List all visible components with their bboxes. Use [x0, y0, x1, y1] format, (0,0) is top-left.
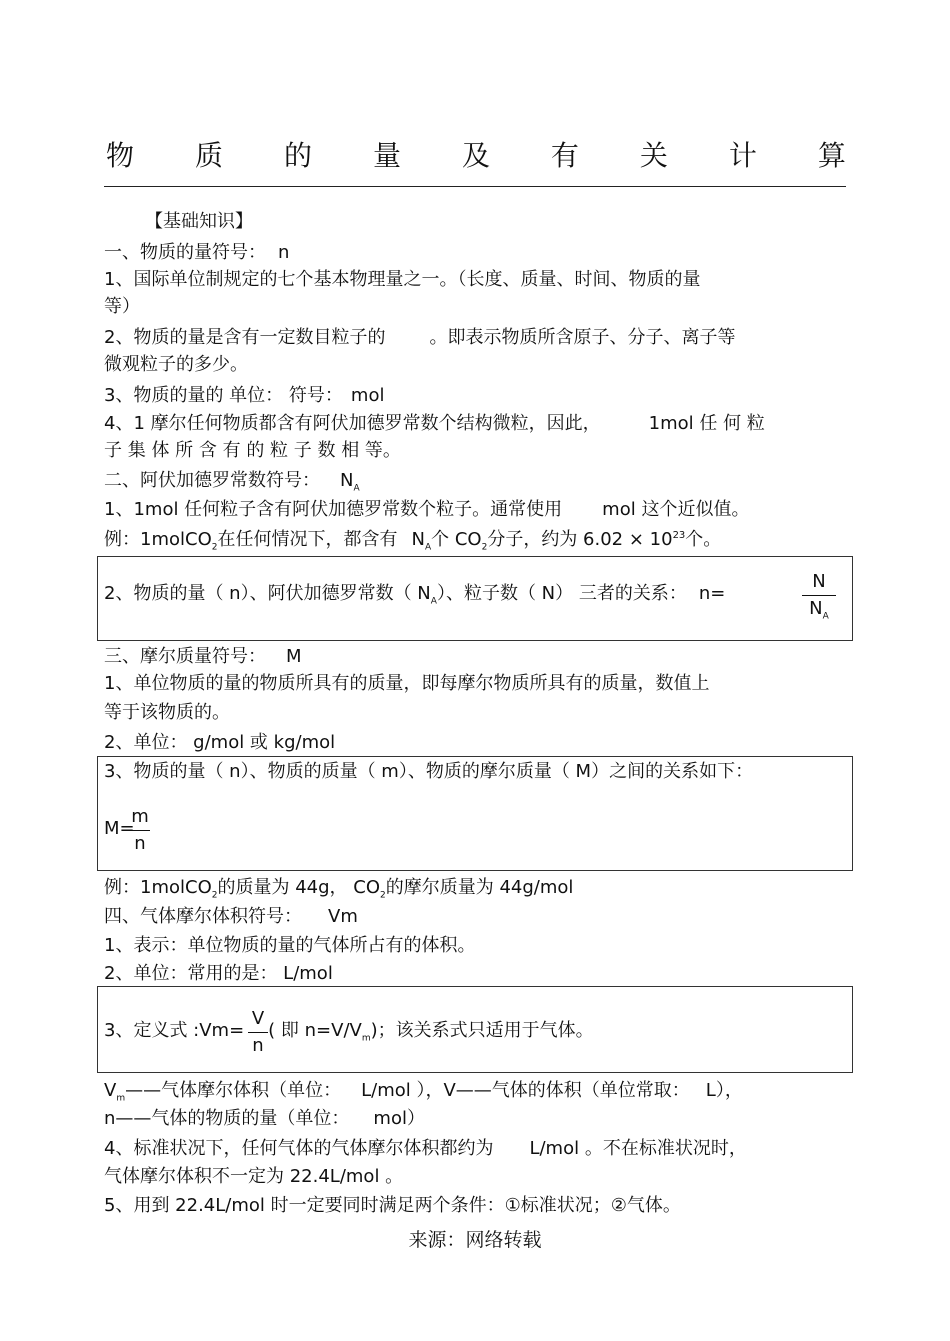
- s3-ex-sub2: 2: [380, 890, 386, 901]
- s1-p3-part1: 3、物质的量的 单位： 符号：: [104, 385, 343, 406]
- s4-def1-part4: L），: [705, 1080, 743, 1101]
- title-char: 计: [728, 139, 757, 172]
- s4-box-text: [104, 1019, 594, 1043]
- s2-box-part1: 2、物质的量（ n）、阿伏加德罗常数（ N: [104, 583, 431, 604]
- fraction-denominator-text: N: [809, 598, 823, 619]
- s2-ex-sub2: A: [424, 542, 432, 553]
- fraction-denominator: [802, 596, 836, 622]
- title-char: 物: [106, 139, 135, 172]
- s2-ex-exponent: 23: [672, 530, 686, 541]
- page-title: [106, 138, 846, 174]
- s1-p1a: 1、国际单位制规定的七个基本物理量之一。（长度、质量、时间、物质的量: [104, 269, 701, 290]
- s4-p5: 5、用到 22.4L/mol 时一定要同时满足两个条件：①标准状况；②气体。: [104, 1195, 681, 1216]
- s3-example: [104, 876, 573, 900]
- s4-def1-part1: V: [104, 1080, 117, 1101]
- s2-box-text: [104, 582, 725, 606]
- s4-def2-part1: n——气体的物质的量（单位：: [104, 1108, 350, 1129]
- section2-heading-text: 二、阿伏加德罗常数符号：: [104, 470, 320, 491]
- symbol-na: N: [340, 470, 354, 491]
- fraction-denominator-sub: A: [822, 611, 829, 622]
- title-char: 的: [283, 139, 312, 172]
- s2-ex-part4: 个 CO: [431, 529, 482, 550]
- title-char: 质: [194, 139, 223, 172]
- s1-p4a: [104, 412, 765, 436]
- s4-p4a: [104, 1137, 747, 1161]
- s4-def2-part2: mol）: [373, 1108, 425, 1129]
- fraction-numerator: V: [251, 1008, 265, 1029]
- s4-p4b: 气体摩尔体积不一定为 22.4L/mol 。: [104, 1166, 404, 1187]
- section4-heading-text: 四、气体摩尔体积符号：: [104, 906, 302, 927]
- s1-p1b: 等）: [104, 296, 140, 317]
- section2-heading: [104, 469, 360, 493]
- symbol-na-sub: A: [353, 483, 360, 494]
- fraction-n-over-na: [802, 569, 836, 622]
- s1-p2a: [104, 326, 735, 350]
- s4-box-sub: m: [361, 1033, 371, 1044]
- fraction-denominator: n: [252, 1035, 264, 1056]
- s2-ex-sub1: 2: [211, 542, 218, 553]
- s2-ex-part3: N: [411, 529, 425, 550]
- title-char: 有: [550, 139, 579, 172]
- fraction-denominator: n: [134, 833, 146, 854]
- s3-p1a: 1、单位物质的量的物质所具有的质量，即每摩尔物质所具有的质量，数值上: [104, 673, 710, 694]
- s4-box-part1: 3、定义式 :Vm=: [104, 1020, 245, 1041]
- s4-p4a-part1: 4、标准状况下，任何气体的气体摩尔体积都约为: [104, 1138, 494, 1159]
- title-char: 关: [639, 139, 668, 172]
- source-footer: 来源：网络转载: [408, 1229, 542, 1251]
- title-char: 量: [372, 139, 401, 172]
- s1-p4a-part2: 1mol 任 何 粒: [648, 413, 765, 434]
- s2-ex-part6: 个。: [685, 529, 722, 550]
- section3-heading: [104, 645, 302, 669]
- s3-p2: 2、单位： g/mol 或 kg/mol: [104, 732, 336, 753]
- s3-ex-sub1: 2: [211, 890, 218, 901]
- s2-ex-part1: 例：1molCO: [104, 529, 212, 550]
- s3-ex-part1: 例：1molCO: [104, 877, 212, 898]
- s4-p2: 2、单位：常用的是： L/mol: [104, 963, 333, 984]
- s2-box-part2: ）、粒子数（ N） 三者的关系：: [436, 583, 687, 604]
- s1-p3-unit: mol: [350, 385, 385, 406]
- s4-def1-part2: ——气体摩尔体积（单位：: [125, 1080, 342, 1101]
- s4-def1-part3: L/mol ），V——气体的体积（单位常取：: [361, 1080, 690, 1101]
- fraction-numerator: N: [812, 571, 826, 592]
- s4-p1: 1、表示：单位物质的量的气体所占有的体积。: [104, 935, 476, 956]
- title-char: 及: [461, 139, 490, 172]
- fraction-numerator: m: [131, 806, 149, 827]
- s4-box-part3: )；该关系式只适用于气体。: [370, 1020, 594, 1041]
- s4-def1-sub: m: [116, 1093, 126, 1104]
- s3-p1b: 等于该物质的。: [104, 702, 230, 723]
- s2-box-eq: n=: [698, 583, 726, 604]
- section3-heading-text: 三、摩尔质量符号：: [104, 646, 266, 667]
- s4-def2: [104, 1107, 425, 1131]
- s4-p4a-part2: L/mol 。不在标准状况时，: [529, 1138, 747, 1159]
- s3-box-eq: M=: [104, 818, 135, 839]
- s3-ex-part2: 的质量为 44g， CO: [217, 877, 380, 898]
- s3-ex-part3: 的摩尔质量为 44g/mol: [385, 877, 574, 898]
- s1-p2b: 微观粒子的多少。: [104, 354, 248, 375]
- symbol-m: M: [286, 646, 302, 667]
- s2-ex-part5: 分子，约为 6.02 × 10: [487, 529, 673, 550]
- s1-p4a-part1: 4、1 摩尔任何物质都含有阿伏加德罗常数个结构微粒，因此，: [104, 413, 601, 434]
- s2-example: [104, 528, 721, 552]
- title-char: 算: [817, 139, 846, 172]
- s1-p2a-part2: 。即表示物质所含原子、分子、离子等: [429, 327, 736, 348]
- fraction-v-over-n: [248, 1006, 268, 1059]
- section1-heading-text: 一、物质的量符号：: [104, 242, 266, 263]
- symbol-vm: Vm: [328, 906, 358, 927]
- s1-p2a-part1: 2、物质的量是含有一定数目粒子的: [104, 327, 386, 348]
- s3-box-text: 3、物质的量（ n）、物质的质量（ m）、物质的摩尔质量（ M）之间的关系如下：: [104, 761, 754, 782]
- title-underline: [104, 186, 846, 187]
- s2-p1: [104, 498, 749, 522]
- section1-heading: [104, 241, 289, 265]
- section4-heading: [104, 905, 358, 929]
- s2-ex-sub3: 2: [481, 542, 488, 553]
- fraction-m-over-n: [130, 804, 150, 857]
- s4-def1: [104, 1079, 743, 1103]
- s2-p1-part1: 1、1mol 任何粒子含有阿伏加德罗常数个粒子。通常使用: [104, 499, 563, 520]
- s2-box-sub: A: [430, 596, 437, 607]
- s2-ex-part2: 在任何情况下，都含有: [217, 529, 398, 550]
- s4-box-part2: ( 即 n=V/V: [268, 1020, 362, 1041]
- symbol-n: n: [278, 242, 290, 263]
- s1-p4b: 子 集 体 所 含 有 的 粒 子 数 相 等。: [104, 440, 401, 461]
- section-heading-basic: 【基础知识】: [145, 211, 253, 232]
- s2-p1-part2: mol 这个近似值。: [602, 499, 750, 520]
- s1-p3: [104, 384, 384, 408]
